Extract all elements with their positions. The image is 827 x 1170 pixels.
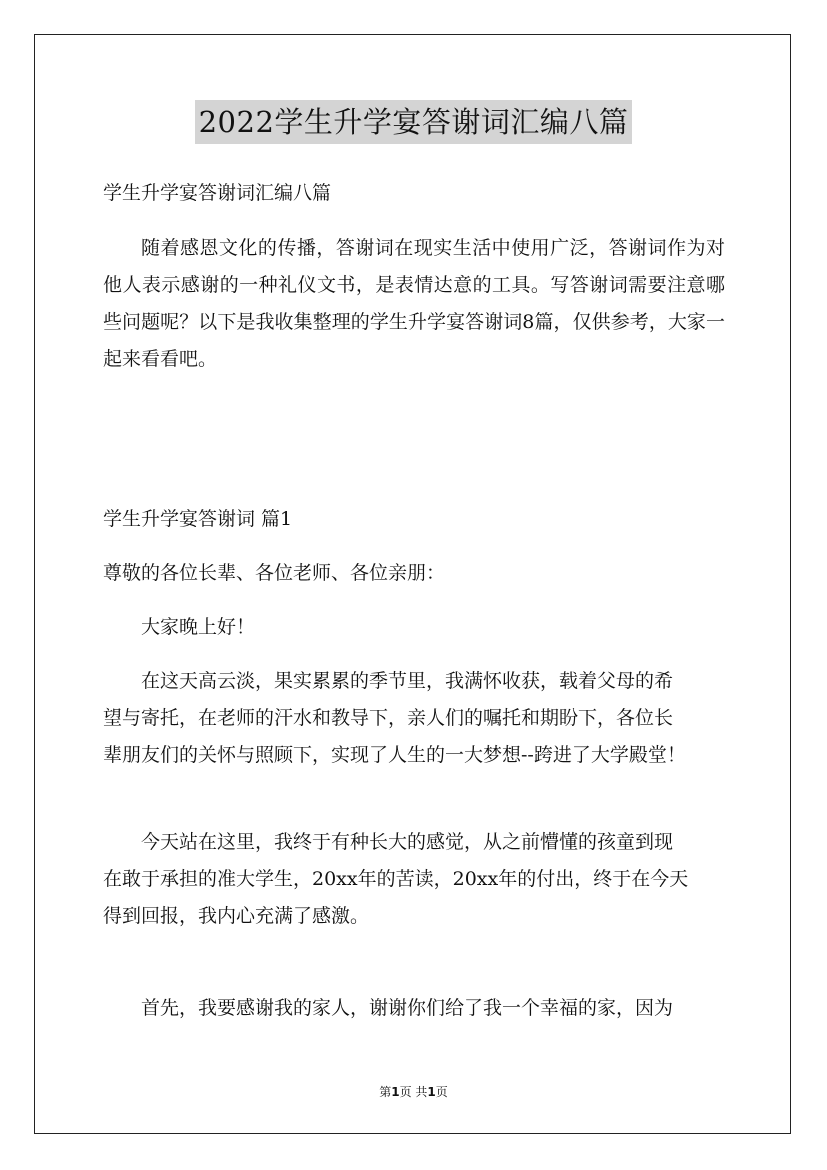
title-container [0, 100, 827, 144]
paragraph-1-line: 在这天高云淡，果实累累的季节里，我满怀收获，载着父母的希 [141, 670, 674, 692]
subtitle: 学生升学宴答谢词汇编八篇 [103, 182, 332, 204]
paragraph-3: 首先，我要感谢我的家人，谢谢你们给了我一个幸福的家，因为 [141, 997, 674, 1019]
page-total: 1 [427, 1085, 436, 1099]
footer-middle: 页 共 [399, 1085, 428, 1099]
document-title: 2022学生升学宴答谢词汇编八篇 [195, 100, 633, 144]
paragraph-1-line: 望与寄托，在老师的汗水和教导下，亲人们的嘱托和期盼下，各位长 [103, 707, 674, 729]
paragraph-1-line: 辈朋友们的关怀与照顾下，实现了人生的一大梦想--跨进了大学殿堂！ [103, 744, 686, 766]
paragraph-1 [103, 663, 725, 774]
greeting: 大家晚上好！ [141, 616, 256, 638]
paragraph-2-line: 今天站在这里，我终于有种长大的感觉，从之前懵懂的孩童到现 [141, 831, 674, 853]
section-heading: 学生升学宴答谢词 篇1 [103, 508, 293, 530]
page-number: 1 [391, 1085, 400, 1099]
paragraph-2-line: 在敢于承担的准大学生，20xx年的苦读，20xx年的付出，终于在今天 [103, 868, 689, 890]
footer-suffix: 页 [435, 1085, 448, 1099]
paragraph-2-line: 得到回报，我内心充满了感激。 [103, 905, 370, 927]
footer-prefix: 第 [379, 1085, 392, 1099]
page-footer [0, 1083, 827, 1100]
intro-paragraph: 随着感恩文化的传播，答谢词在现实生活中使用广泛，答谢词作为对他人表示感谢的一种礼仪文书，是表情达意的工具。写答谢词需要注意哪些问题呢？以下是我收集整理的学生升学宴答谢词8篇，仅供参考，大家一起来看看吧。 [103, 237, 725, 370]
paragraph-2 [103, 824, 725, 935]
salutation: 尊敬的各位长辈、各位老师、各位亲朋： [103, 562, 446, 584]
